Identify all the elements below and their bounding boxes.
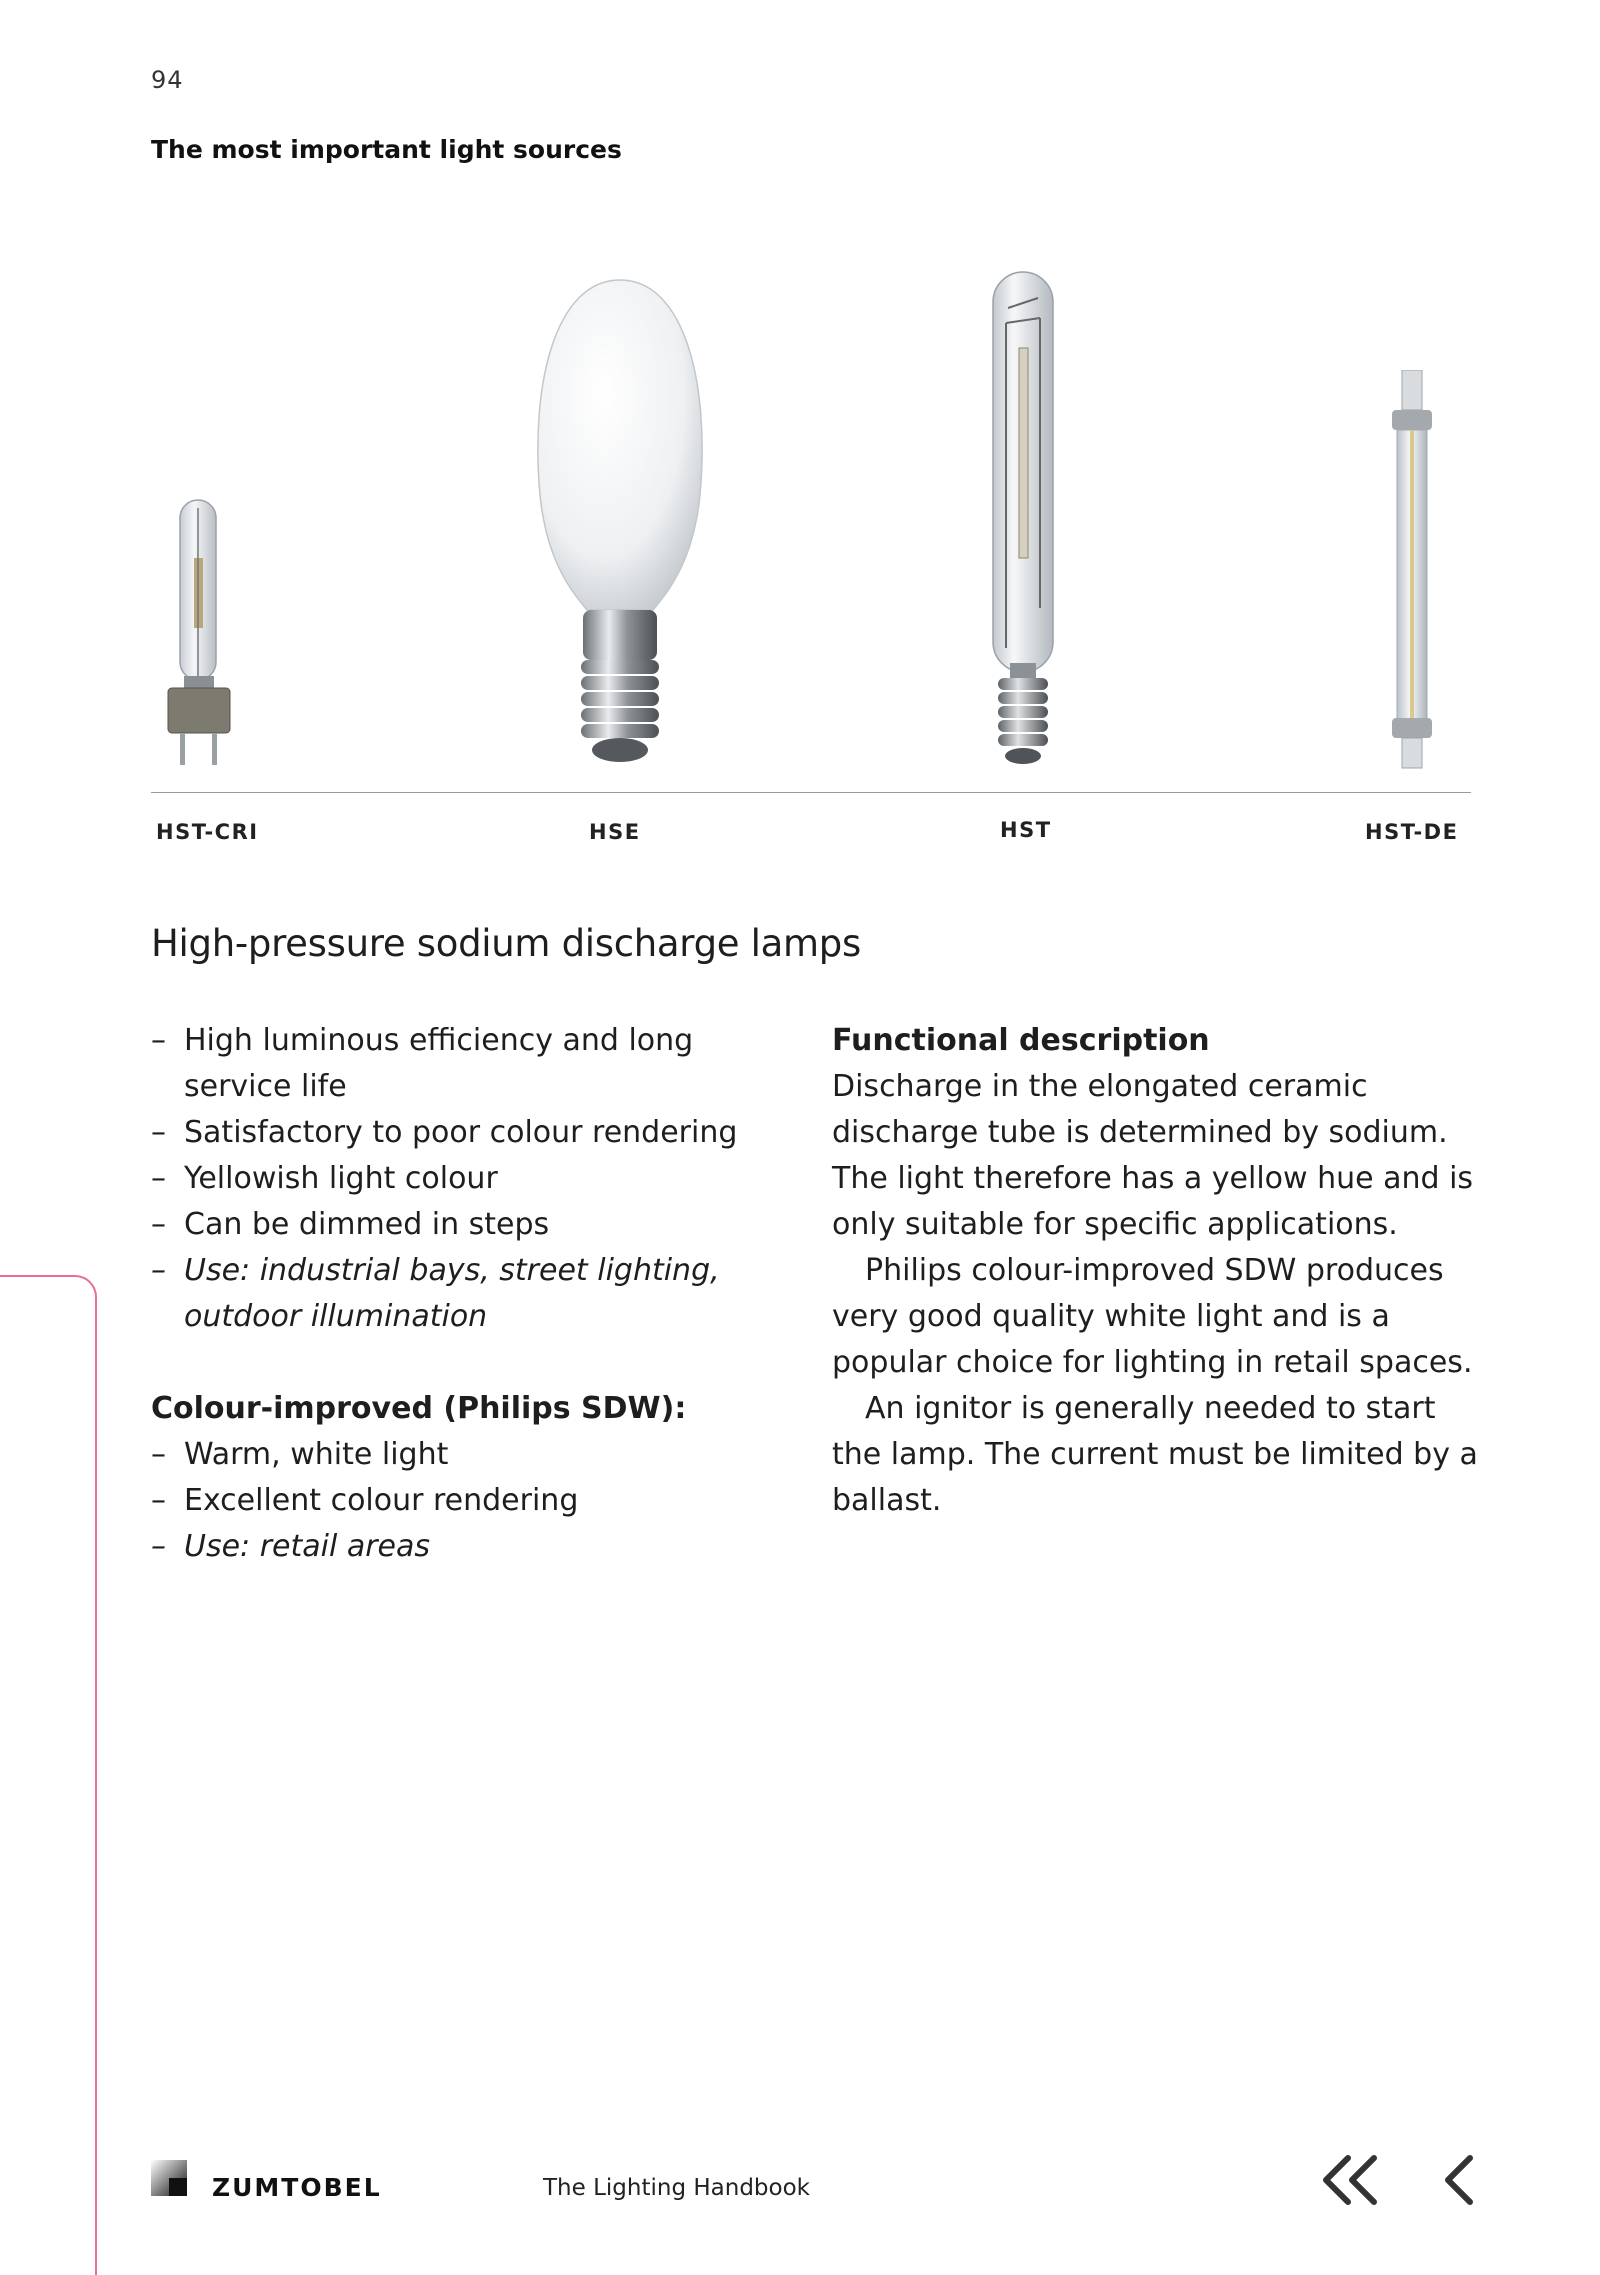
lamp-label-hst: HST bbox=[1000, 818, 1052, 842]
sdw-heading: Colour-improved (Philips SDW): bbox=[151, 1391, 687, 1426]
lamp-label-hse: HSE bbox=[589, 820, 641, 844]
sdw-feature-item: – Warm, white light bbox=[151, 1432, 791, 1478]
feature-item: – Can be dimmed in steps bbox=[151, 1202, 791, 1248]
brand-name: ZUMTOBEL bbox=[212, 2173, 382, 2202]
margin-tab-marker bbox=[0, 1275, 97, 2275]
hst-lamp-image bbox=[978, 268, 1068, 768]
functional-paragraph: Discharge in the elongated ceramic discharge tube is determined by sodium. The light therefore has a yellow hue and is only suitable for specific applications. bbox=[832, 1069, 1474, 1242]
feature-item-use: – Use: industrial bays, street lighting, outdoor illumination bbox=[151, 1248, 791, 1340]
functional-heading: Functional description bbox=[832, 1023, 1210, 1058]
zumtobel-logo-icon bbox=[151, 2160, 187, 2196]
image-divider bbox=[151, 792, 1471, 793]
feature-list bbox=[151, 1018, 791, 1340]
hse-lamp-image bbox=[525, 275, 715, 775]
hst-cri-lamp-image bbox=[160, 488, 250, 773]
feature-item: – Satisfactory to poor colour rendering bbox=[151, 1110, 791, 1156]
lamp-label-hst-de: HST-DE bbox=[1365, 820, 1459, 844]
features-column bbox=[151, 1018, 791, 1570]
feature-item: – Yellowish light colour bbox=[151, 1156, 791, 1202]
chevron-left-icon[interactable] bbox=[1440, 2152, 1480, 2208]
functional-description-column bbox=[832, 1018, 1492, 1524]
feature-item: – High luminous efficiency and long service life bbox=[151, 1018, 791, 1110]
sdw-feature-list bbox=[151, 1432, 791, 1570]
sdw-feature-item-use: – Use: retail areas bbox=[151, 1524, 791, 1570]
section-title: The most important light sources bbox=[151, 135, 622, 164]
lamp-label-hst-cri: HST-CRI bbox=[156, 820, 259, 844]
functional-paragraph: An ignitor is generally needed to start the lamp. The current must be limited by a ballast. bbox=[832, 1391, 1478, 1518]
book-title: The Lighting Handbook bbox=[543, 2175, 810, 2201]
hst-de-lamp-image bbox=[1382, 370, 1442, 770]
double-chevron-left-icon[interactable] bbox=[1318, 2152, 1382, 2208]
sdw-feature-item: – Excellent colour rendering bbox=[151, 1478, 791, 1524]
main-heading: High-pressure sodium discharge lamps bbox=[151, 922, 861, 965]
functional-paragraph: Philips colour-improved SDW produces very good quality white light and is a popular choice for lighting in retail spaces. bbox=[832, 1253, 1473, 1380]
page-number: 94 bbox=[151, 66, 184, 94]
